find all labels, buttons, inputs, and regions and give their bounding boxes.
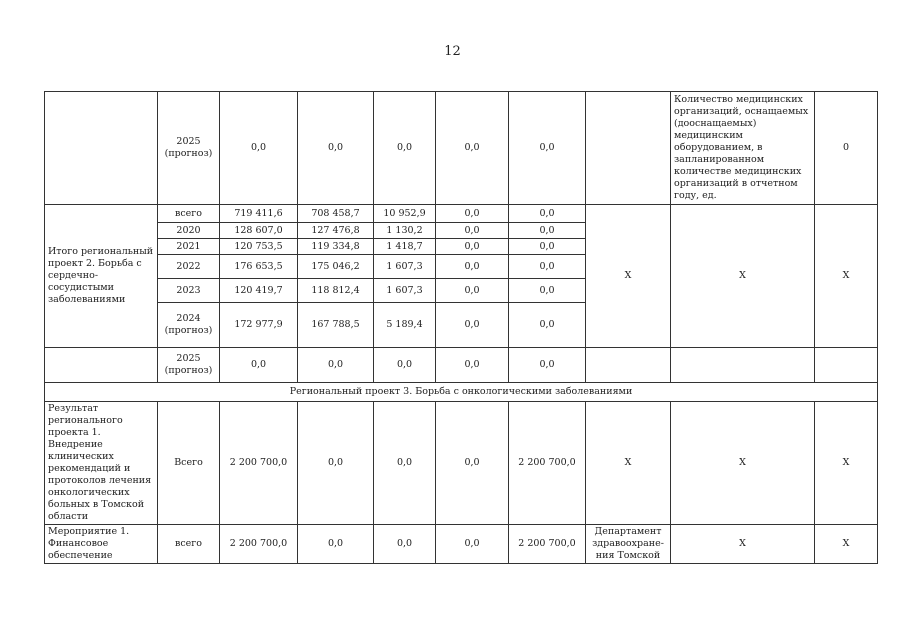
value-cell: 176 653,5 — [220, 255, 298, 279]
year-cell: 2022 — [158, 255, 220, 279]
value-cell: 172 977,9 — [220, 303, 298, 348]
target-cell: X — [815, 402, 878, 525]
executor-cell: Департамент здравоохране-ния Томской — [586, 525, 671, 564]
value-cell: 0,0 — [509, 303, 586, 348]
value-cell: 0,0 — [374, 348, 436, 383]
value-cell: 0,0 — [509, 223, 586, 239]
value-cell: 0,0 — [509, 205, 586, 223]
indicator-cell: X — [671, 402, 815, 525]
table-row — [45, 348, 878, 383]
year-cell — [158, 348, 220, 383]
year-note: (прогноз) — [164, 148, 213, 159]
value-cell: 118 812,4 — [298, 279, 374, 303]
year-cell: всего — [158, 205, 220, 223]
year-cell: 2020 — [158, 223, 220, 239]
value-cell: 0,0 — [220, 348, 298, 383]
year-cell: 2021 — [158, 239, 220, 255]
value-cell: 0,0 — [374, 402, 436, 525]
indicator-cell — [671, 348, 815, 383]
value-cell: 719 411,6 — [220, 205, 298, 223]
value-cell: 0,0 — [436, 223, 509, 239]
value-cell: 119 334,8 — [298, 239, 374, 255]
value-cell: 127 476,8 — [298, 223, 374, 239]
value-cell: 0,0 — [509, 348, 586, 383]
table-row — [45, 92, 878, 205]
target-cell: X — [815, 525, 878, 564]
value-cell: 2 200 700,0 — [509, 525, 586, 564]
value-cell: 0,0 — [509, 239, 586, 255]
value-cell: 0,0 — [436, 255, 509, 279]
value-cell: 0,0 — [298, 348, 374, 383]
target-cell: 0 — [815, 92, 878, 205]
year-cell: всего — [158, 525, 220, 564]
value-cell: 0,0 — [436, 239, 509, 255]
value-cell: 0,0 — [436, 402, 509, 525]
table-row — [45, 205, 878, 223]
budget-table — [44, 91, 878, 564]
name-cell — [45, 92, 158, 205]
table-row — [45, 525, 878, 564]
value-cell: 708 458,7 — [298, 205, 374, 223]
value-cell: 1 418,7 — [374, 239, 436, 255]
executor-cell: X — [586, 402, 671, 525]
value-cell: 10 952,9 — [374, 205, 436, 223]
value-cell: 0,0 — [436, 205, 509, 223]
value-cell: 0,0 — [298, 92, 374, 205]
year: 2025 — [176, 353, 201, 364]
value-cell: 5 189,4 — [374, 303, 436, 348]
value-cell: 2 200 700,0 — [509, 402, 586, 525]
value-cell: 0,0 — [298, 402, 374, 525]
executor-cell — [586, 92, 671, 205]
value-cell: 2 200 700,0 — [220, 402, 298, 525]
value-cell: 128 607,0 — [220, 223, 298, 239]
value-cell: 0,0 — [436, 279, 509, 303]
indicator-cell: X — [671, 525, 815, 564]
year-note: (прогноз) — [164, 365, 213, 376]
year-cell — [158, 303, 220, 348]
executor-cell — [586, 348, 671, 383]
value-cell: 0,0 — [509, 255, 586, 279]
project-name-cell: Итого региональный проект 2. Борьба с сердечно-сосудистыми заболеваниями — [45, 205, 158, 348]
value-cell: 1 607,3 — [374, 279, 436, 303]
value-cell: 120 753,5 — [220, 239, 298, 255]
result-name-cell: Результат регионального проекта 1. Внедрение клинических рекомендаций и протоколов лечения онкологических больных в Томской области — [45, 402, 158, 525]
year-note: (прогноз) — [164, 325, 213, 336]
section-title: Региональный проект 3. Борьба с онкологическими заболеваниями — [45, 383, 878, 402]
year-cell: Всего — [158, 402, 220, 525]
page-number: 12 — [444, 44, 461, 59]
year: 2025 — [176, 136, 201, 147]
value-cell: 0,0 — [509, 279, 586, 303]
value-cell: 2 200 700,0 — [220, 525, 298, 564]
value-cell: 167 788,5 — [298, 303, 374, 348]
value-cell: 0,0 — [220, 92, 298, 205]
indicator-cell: X — [671, 205, 815, 348]
measure-name-cell: Мероприятие 1. Финансовое обеспечение — [45, 525, 158, 564]
value-cell: 1 130,2 — [374, 223, 436, 239]
year-cell: 2023 — [158, 279, 220, 303]
year-cell — [158, 92, 220, 205]
value-cell: 0,0 — [436, 92, 509, 205]
value-cell: 0,0 — [374, 92, 436, 205]
value-cell: 175 046,2 — [298, 255, 374, 279]
value-cell: 0,0 — [298, 525, 374, 564]
year: 2024 — [176, 313, 201, 324]
name-cell — [45, 348, 158, 383]
value-cell: 0,0 — [436, 348, 509, 383]
table-row — [45, 402, 878, 525]
value-cell: 0,0 — [436, 525, 509, 564]
value-cell: 0,0 — [436, 303, 509, 348]
value-cell: 120 419,7 — [220, 279, 298, 303]
target-cell: X — [815, 205, 878, 348]
value-cell: 1 607,3 — [374, 255, 436, 279]
executor-cell: X — [586, 205, 671, 348]
table-row — [45, 383, 878, 402]
indicator-cell: Количество медицинских организаций, оснащаемых (дооснащаемых) медицинским оборудованием, в запланированном количестве медицинских организаций в отчетном году, ед. — [671, 92, 815, 205]
value-cell: 0,0 — [509, 92, 586, 205]
value-cell: 0,0 — [374, 525, 436, 564]
target-cell — [815, 348, 878, 383]
